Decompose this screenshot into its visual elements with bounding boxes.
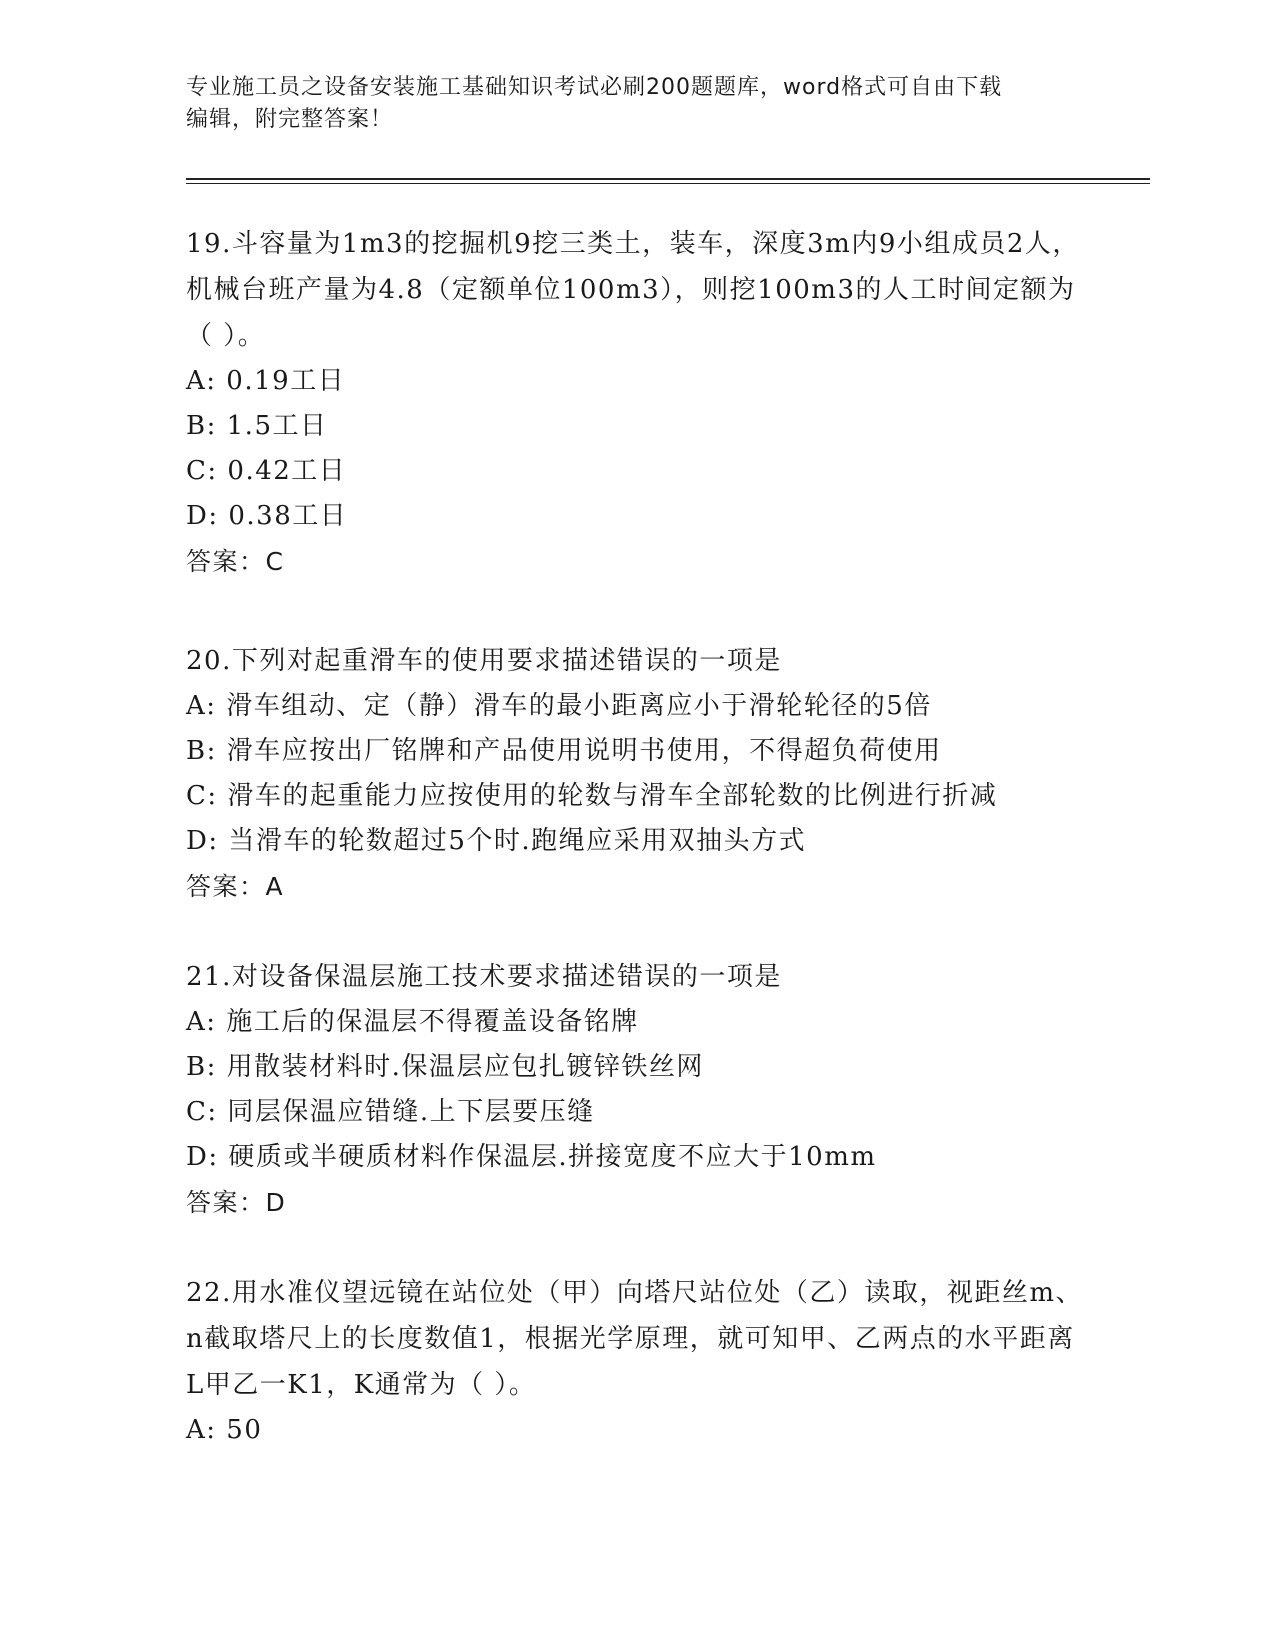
question-21: [186, 954, 1086, 1226]
answer-label: 答案：C: [186, 547, 285, 576]
option-d: D: 当滑车的轮数超过5个时.跑绳应采用双抽头方式: [186, 826, 807, 856]
question-22: [186, 1270, 1086, 1453]
answer-label: 答案：D: [186, 1188, 287, 1217]
option-b: B: 滑车应按出厂铭牌和产品使用说明书使用，不得超负荷使用: [186, 736, 942, 766]
question-20: [186, 638, 1086, 910]
option-c: C: 滑车的起重能力应按使用的轮数与滑车全部轮数的比例进行折减: [186, 781, 998, 811]
header-divider-thick: [186, 178, 1150, 180]
answer-label: 答案：A: [186, 872, 285, 901]
document-header: [186, 72, 1066, 136]
option-a: A: 50: [186, 1415, 263, 1445]
header-title-line-2: 编辑，附完整答案！: [186, 107, 394, 132]
option-a: A: 施工后的保温层不得覆盖设备铭牌: [186, 1007, 639, 1037]
option-b: B: 1.5工日: [186, 411, 328, 441]
option-c: C: 同层保温应错缝.上下层要压缝: [186, 1097, 595, 1127]
option-a: A: 0.19工日: [186, 366, 346, 396]
option-d: D: 硬质或半硬质材料作保温层.拼接宽度不应大于10mm: [186, 1142, 877, 1172]
question-stem: 22.用水准仪望远镜在站位处（甲）向塔尺站位处（乙）读取，视距丝m、n截取塔尺上的长度数值1，根据光学原理，就可知甲、乙两点的水平距离L甲乙一K1，K通常为（ ）。: [186, 1278, 1084, 1400]
option-c: C: 0.42工日: [186, 456, 347, 486]
header-divider-thin: [186, 183, 1150, 184]
question-stem: 19.斗容量为1m3的挖掘机9挖三类土，装车，深度3m内9小组成员2人，机械台班产量为4.8（定额单位100m3），则挖100m3的人工时间定额为（ ）。: [186, 229, 1080, 351]
option-d: D: 0.38工日: [186, 501, 348, 531]
question-stem: 20.下列对起重滑车的使用要求描述错误的一项是: [186, 646, 782, 676]
option-a: A: 滑车组动、定（静）滑车的最小距离应小于滑轮轮径的5倍: [186, 691, 932, 721]
question-19: [186, 221, 1086, 585]
option-b: B: 用散装材料时.保温层应包扎镀锌铁丝网: [186, 1052, 704, 1082]
header-title-line-1: 专业施工员之设备安装施工基础知识考试必刷200题题库，word格式可自由下载: [186, 75, 1003, 100]
question-stem: 21.对设备保温层施工技术要求描述错误的一项是: [186, 962, 782, 992]
